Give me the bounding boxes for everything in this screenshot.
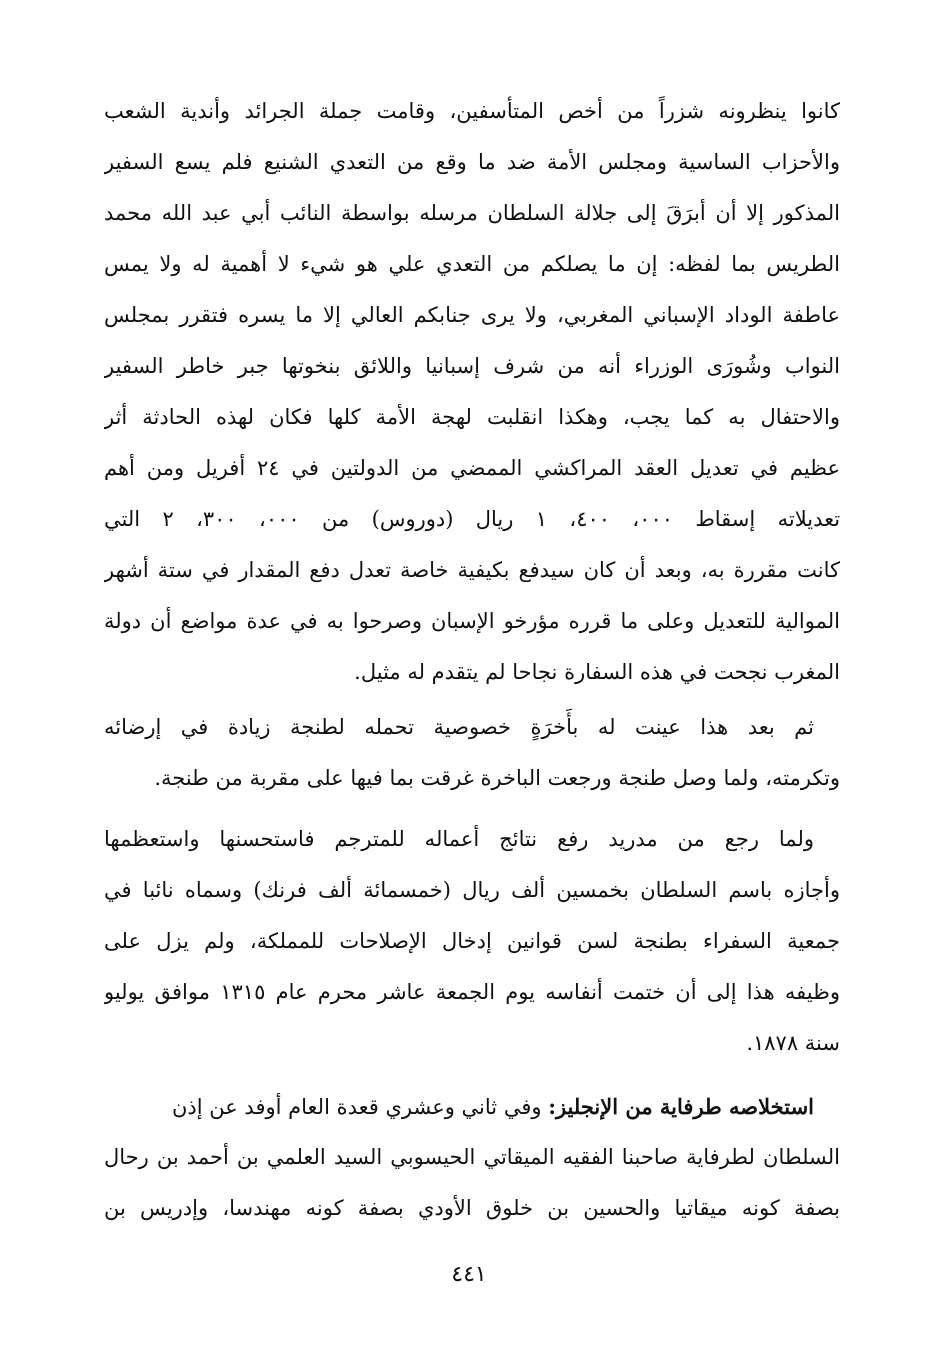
section-heading-line xyxy=(104,1081,840,1132)
section-heading: استخلاصه طرفاية من الإنجليز: xyxy=(548,1094,814,1119)
body-text xyxy=(104,86,840,1234)
text-line: سنة ١٨٧٨. xyxy=(746,1031,840,1055)
text-line: وتكرمته، ولما وصل طنجة ورجعت الباخرة غرقت بما فيها على مقربة من طنجة. xyxy=(154,766,840,790)
text-line: ولما رجع من مدريد رفع نتائج أعماله للمترجم فاستحسنها واستعظمها xyxy=(104,827,814,851)
text-line: المذكور إلا أن أبرَقَ إلى جلالة السلطان مرسله بواسطة النائب أبي عبد الله محمد xyxy=(104,201,840,225)
text-line: وفي ثاني وعشري قعدة العام أوفد عن إذن xyxy=(171,1095,542,1119)
text-line: تعديلاته إسقاط ٠٠٠، ٤٠٠، ١ ريال (دوروس) من ٠٠٠، ٣٠٠، ٢ التي xyxy=(104,507,840,531)
text-line: السلطان لطرفاية صاحبنا الفقيه الميقاتي الحيسوبي السيد العلمي بن أحمد بن رحال xyxy=(104,1145,840,1169)
text-line: بصفة كونه ميقاتيا والحسين بن خلوق الأودي بصفة كونه مهندسا، وإدريس بن xyxy=(104,1196,840,1220)
text-line: وظيفه هذا إلى أن ختمت أنفاسه يوم الجمعة عاشر محرم عام ١٣١٥ موافق يوليو xyxy=(104,980,840,1004)
text-line: الطريس بما لفظه: إن ما يصلكم من التعدي علي هو شيء لا أهمية له ولا يمس xyxy=(104,252,840,276)
text-line: النواب وشُورَى الوزراء أنه من شرف إسبانيا واللائق بنخوتها جبر خاطر السفير xyxy=(104,354,840,378)
text-line: عاطفة الوداد الإسباني المغربي، ولا يرى جنابكم العالي إلا ما يسره فتقرر بمجلس xyxy=(104,303,840,327)
page-number: ٤٤١ xyxy=(451,1262,487,1287)
text-line: كانت مقررة به، وبعد أن كان سيدفع بكيفية خاصة تعدل دفع المقدار في ستة أشهر xyxy=(104,558,840,582)
text-line: جمعية السفراء بطنجة لسن قوانين إدخال الإصلاحات للمملكة، ولم يزل على xyxy=(104,929,840,953)
text-line: وأجازه باسم السلطان بخمسين ألف ريال (خمسمائة ألف فرنك) وسماه نائبا في xyxy=(104,878,840,902)
text-line: المغرب نجحت في هذه السفارة نجاحا لم يتقدم له مثيل. xyxy=(354,660,840,684)
text-line: عظيم في تعديل العقد المراكشي الممضي من الدولتين في ٢٤ أفريل ومن أهم xyxy=(104,456,840,480)
text-line: والاحتفال به كما يجب، وهكذا انقلبت لهجة الأمة كلها فكان لهذه الحادثة أثر xyxy=(104,405,840,429)
text-line: والأحزاب الساسية ومجلس الأمة ضد ما وقع من التعدي الشنيع فلم يسع السفير xyxy=(104,150,840,174)
text-line: ثم بعد هذا عينت له بأَخرَةٍ خصوصية تحمله لطنجة زيادة في إرضائه xyxy=(104,715,814,739)
text-line: الموالية للتعديل وعلى ما قرره مؤرخو الإسبان وصرحوا به في عدة مواضع أن دولة xyxy=(104,609,840,633)
text-line: كانوا ينظرونه شزراً من أخص المتأسفين، وقامت جملة الجرائد وأندية الشعب xyxy=(104,99,840,123)
